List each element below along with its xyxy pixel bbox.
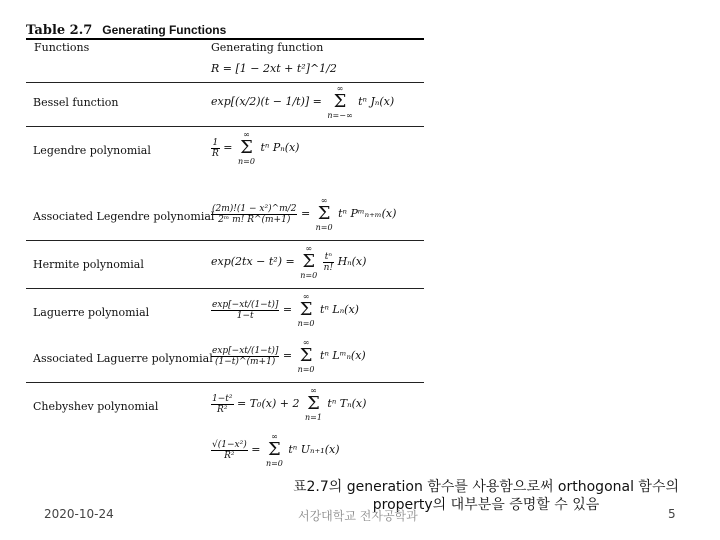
- table-row: [26, 290, 424, 334]
- function-name: Chebyshev polynomial: [33, 400, 159, 413]
- formula-term: Hₙ(x): [337, 255, 367, 268]
- summation: ∞ Σ n=0: [265, 432, 283, 468]
- formula-lhs: =: [223, 141, 233, 154]
- formula-lhs: exp(2tx − t²) =: [211, 255, 295, 268]
- formula-term: tⁿ Uₙ₊₁(x): [288, 443, 340, 456]
- function-name: Legendre polynomial: [33, 144, 151, 157]
- formula-fraction: $\frac{\exp[-xt/(1-t)]}{1-t}$: [212, 299, 279, 321]
- table-row: [26, 84, 424, 124]
- slide-note: 표2.7의 generation 함수를 사용함으로써 orthogonal 함수의 property의 대부분을 증명할 수 있음: [292, 479, 680, 513]
- table-row: [26, 430, 424, 478]
- summation: ∞ Σ n=0: [297, 338, 315, 374]
- formula-lhs: =: [282, 303, 293, 316]
- table-number: Table 2.7: [26, 23, 93, 38]
- summation: ∞ Σ n=0: [297, 292, 315, 328]
- function-name: Associated Laguerre polynomial: [33, 352, 213, 365]
- table-row: [26, 384, 424, 428]
- term-fraction: $\frac{\text{tⁿ}}{n!}$: [323, 251, 334, 273]
- summation: ∞ Σ n=1: [304, 386, 322, 422]
- formula-fraction: $\frac{\text{1−t²}}{\text{R²}}$: [212, 393, 233, 415]
- summation: ∞ Σ n=0: [300, 244, 318, 280]
- summation: ∞ Σ n=0: [315, 196, 333, 232]
- formula-term: tⁿ Pₙ(x): [260, 141, 300, 154]
- function-name: Associated Legendre polynomial: [33, 210, 215, 223]
- footer-organization: 서강대학교 전자공학과: [298, 509, 418, 523]
- table-row: [26, 336, 424, 380]
- table-title: [26, 22, 424, 38]
- table-row: [26, 242, 424, 286]
- formula-fraction: $\frac{\exp[-xt/(1-t)]}{(1-t)\^{}(m+1)}$: [212, 345, 279, 367]
- row-divider: [26, 382, 424, 383]
- function-name: Hermite polynomial: [33, 258, 144, 271]
- generating-functions-table: [26, 22, 424, 468]
- formula-term: tⁿ Lₙ(x): [320, 303, 359, 316]
- formula-term: tⁿ Lᵐₙ(x): [320, 349, 366, 362]
- table-top-rule: [26, 38, 424, 40]
- row-divider: [26, 126, 424, 127]
- header-formula-row: [26, 60, 424, 80]
- formula-lhs: =: [300, 207, 311, 220]
- function-name: Bessel function: [33, 96, 119, 109]
- formula-lhs: =: [251, 443, 261, 456]
- formula-fraction: $\frac{1}{R}$: [212, 137, 219, 159]
- formula-lhs: =: [282, 349, 293, 362]
- formula-term: tⁿ Jₙ(x): [358, 95, 395, 108]
- header-generating-function: Generating function: [211, 41, 324, 54]
- table-header: [26, 41, 424, 55]
- formula-fraction: $\frac{\text{√(1−x²)}}{\text{R²}}$: [212, 439, 247, 461]
- row-divider: [26, 288, 424, 289]
- table-caption: Generating Functions: [102, 23, 227, 37]
- formula-term: tⁿ Tₙ(x): [327, 397, 367, 410]
- summation: ∞ Σ n=0: [238, 130, 255, 166]
- table-row: [26, 194, 424, 238]
- row-divider: [26, 82, 424, 83]
- row-divider: [26, 240, 424, 241]
- header-functions: Functions: [34, 41, 90, 54]
- formula-term: tⁿ Pᵐₙ₊ₘ(x): [338, 207, 397, 220]
- formula-lhs: exp[(x/2)(t − 1/t)] =: [211, 95, 322, 108]
- page-number: 5: [668, 507, 676, 521]
- header-formula: R = [1 − 2xt + t²]^1/2: [211, 62, 337, 75]
- footer-date: 2020-10-24: [44, 507, 114, 521]
- formula-fraction: $\frac{\text{(2m)!(1 − x²)\textasciicircum{}m/2}}{\text{2ᵐ m! R\textasciicircum{}(m+1)}}$: [212, 203, 297, 225]
- table-row: [26, 128, 424, 172]
- summation: ∞ Σ n=−∞: [327, 84, 353, 120]
- function-name: Laguerre polynomial: [33, 306, 150, 319]
- formula-lhs: = T₀(x) + 2: [237, 397, 300, 410]
